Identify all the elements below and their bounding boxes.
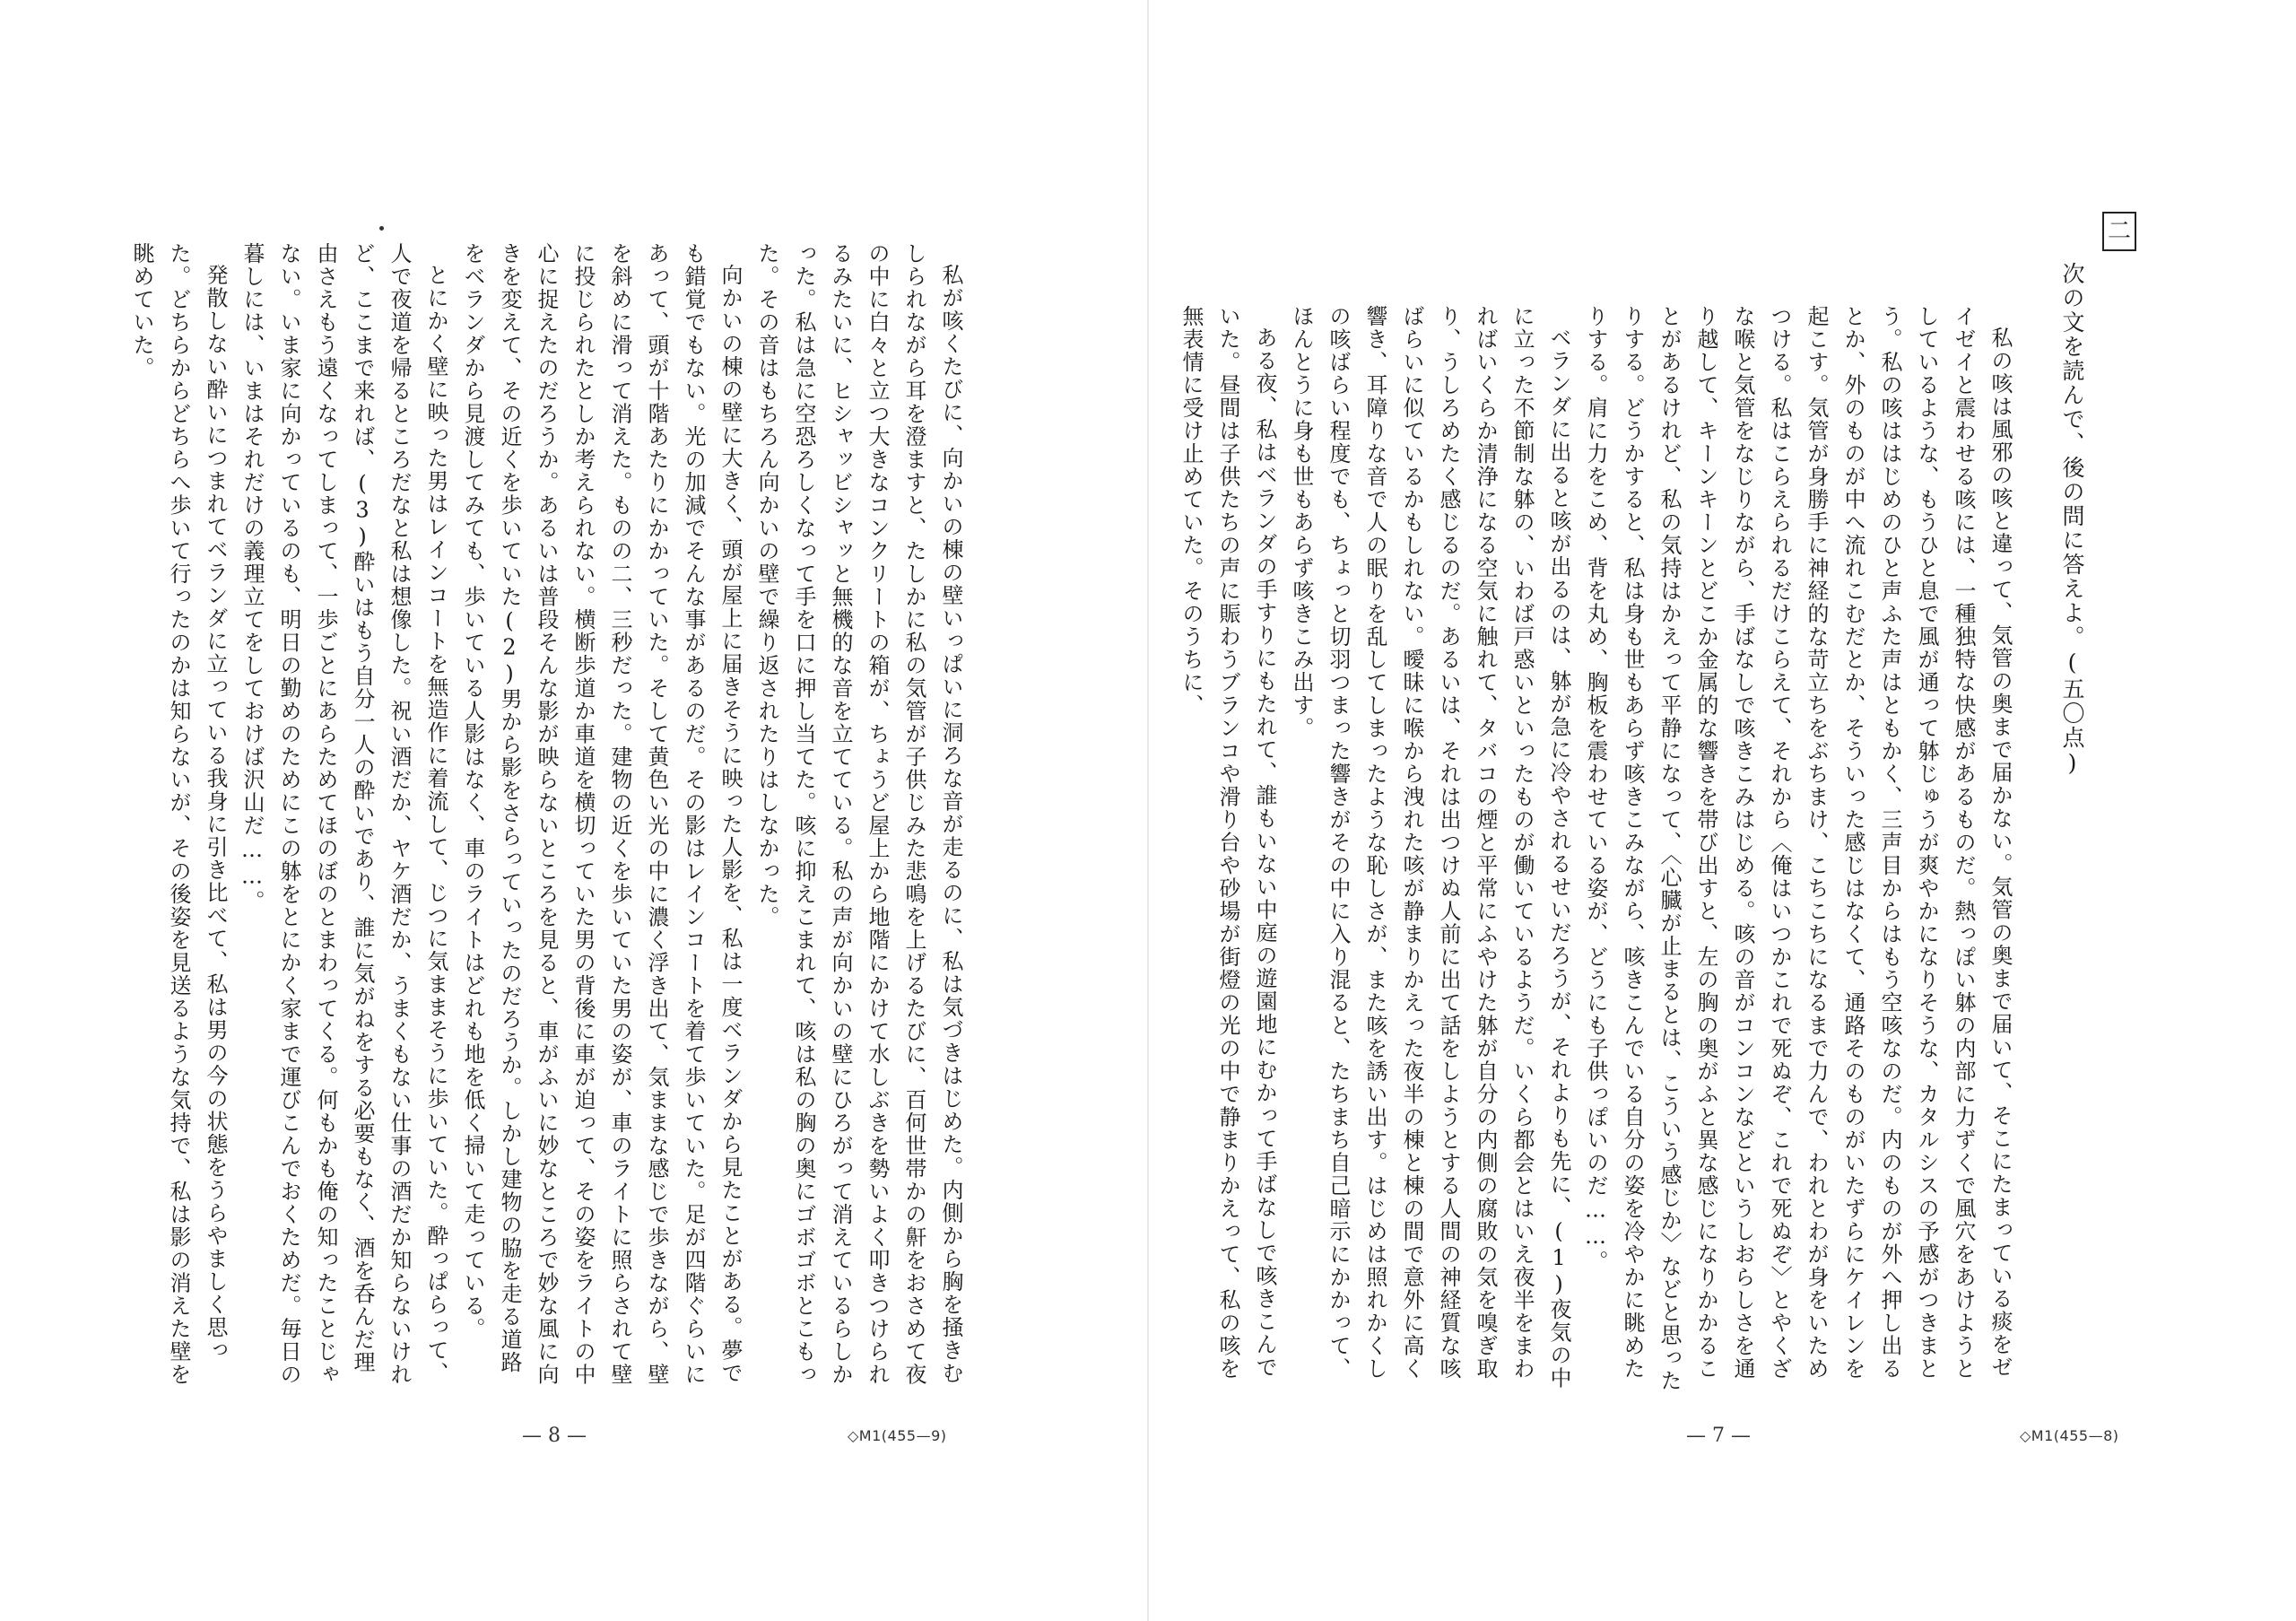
passage-text-page-8 — [129, 242, 969, 1395]
question-number-box: 二 — [2102, 212, 2136, 251]
passage-text-page-7 — [1178, 305, 2018, 1395]
paragraph: 向かいの棟の壁に大きく、頭が屋上に届きそうに映った人影を、私は一度ベランダから見たことがある。夢でも錯覚でもない。光の加減でそんな事があるのだ。その影はレインコートを着て歩いていた。足が四階ぐらいにあって、頭が十階あたりにかかっていた。そして黄色い光の中に濃く浮き出て、気ままな感じで歩きながら、壁を斜めに滑って消えた。ものの二、三秒だった。建物の近くを歩いていた男の姿が、車のライトに照らされて壁に投じられたとしか考えられない。横断歩道か車道を横切っていた男の背後に車が迫って、その姿をライトの中心に捉えたのだろうか。あるいは普段そんな影が映らないところを見ると、車がふいに妙なところで妙な風に向きを変えて、その近くを歩いていた(2)男から影をさらっていったのだろうか。しかし建物の脇を走る道路をベランダから見渡してみても、歩いている人影はなく、車のライトはどれも地を低く掃いて走っている。 — [460, 242, 743, 1386]
margin-dot — [379, 226, 384, 231]
paragraph: ある夜、私はベランダの手すりにもたれて、誰もいない中庭の遊園地にむかって手ばなしで咳きこんでいた。昼間は子供たちの声に賑わうブランコや滑り台や砂場が街燈の光の中で静まりかえって、私の咳を無表情に受け止めていた。そのうちに、 — [1178, 305, 1277, 1381]
page-number: — 8 — — [522, 1425, 587, 1447]
question-instruction: 次の文を読んで、後の問に答えよ。(五〇点) — [2059, 262, 2085, 778]
paragraph: 発散しない酔いにつまれてベランダに立っている我身に引き比べて、私は男の今の状態をうらやましく思った。どちらからどちらへ歩いて行ったのかは知らないが、その後姿を見送るような気持で、私は影の消えた壁を眺めていた。 — [129, 242, 228, 1386]
paragraph: 私が咳くたびに、向かいの棟の壁いっぱいに洞ろな音が走るのに、私は気づきはじめた。内側から胸を掻きむしられながら耳を澄ますと、たしかに私の気管が子供じみた悲鳴を上げるたびに、百何世帯かの鼾をおさめて夜の中に白々と立つ大きなコンクリートの箱が、ちょうど屋上から地階にかけて水しぶきを勢いよく叩きつけられるみたいに、ヒシャッビシャッと無機的な音を立てている。私の声が向かいの壁にひろがって消えているらしかった。私は急に空恐ろしくなって手を口に押し当てた。咳に抑えこまれて、咳は私の胸の奥にゴボゴボとこもった。その音はもちろん向かいの壁で繰り返されたりはしなかった。 — [754, 242, 963, 1386]
paragraph: 私の咳は風邪の咳と違って、気管の奥まで届かない。気管の奥まで届いて、そこにたまっている痰をゼイゼイと震わせる咳には、一種独特な快感があるものだ。熱っぽい躰の内部に力ずくで風穴をあけようとしているような、もうひと息で風が通って躰じゅうが爽やかになりそうな、カタルシスの予感がつきまとう。私の咳ははじめのひと声ふた声はともかく、三声目からはもう空咳なのだ。内のものが外へ押し出るとか、外のものが中へ流れこむだとか、そういった感じはなくて、通路そのものがいたずらにケイレンを起こす。気管が身勝手に神経的な苛立ちをぶちまけ、こちこちになるまで力んで、われとわが身をいためつける。私はこらえられるだけこらえて、それから〈俺はいつかこれで死ぬぞ、これで死ぬぞ〉とやくざな喉と気管をなじりながら、手ばなしで咳きこみはじめる。咳の音がコンコンなどというしおらしさを通り越して、キーンキーンとどこか金属的な響きを帯び出すと、左の胸の奥がふと異な感じになりかかることがあるけれど、私の気持はかえって平静になって、〈心臓が止まるとは、こういう感じか〉などと思ったりする。どうかすると、私は身も世もあらず咳きこみながら、咳きこんでいる自分の姿を冷やかに眺めたりする。肩に力をこめ、背を丸め、胸板を震わせている姿が、どうにも子供っぽいのだ……。 — [1583, 305, 2013, 1392]
page-number: — 7 — — [1686, 1425, 1751, 1447]
exam-code: ◇M1(455—9) — [848, 1427, 947, 1444]
page-7 — [1148, 0, 2296, 1621]
paragraph: とにかく壁に映った男はレインコートを無造作に着流して、じつに気ままそうに歩いていた。酔っぱらって、人で夜道を帰るところだなと私は想像した。祝い酒だか、ヤケ酒だか、うまくもない仕事の酒だか知らないけれど、ここまで来れば、(3)酔いはもう自分一人の酔いであり、誰に気がねをする必要もなく、酒を呑んだ理由さえもう遠くなってしまって、一歩ごとにあらためてほのぼのとまわってくる。何もかも俺の知ったことじゃない。いま家に向かっているのも、明日の勤めのためにこの躰をとにかく家まで運びこんでおくためだ。毎日の暮しには、いまはそれだけの義理立てをしておけば沢山だ……。 — [239, 242, 448, 1386]
paragraph: ベランダに出ると咳が出るのは、躰が急に冷やされるせいだろうが、それよりも先に、(1)夜気の中に立った不節制な躰の、いわば戸惑いといったものが働いているようだ。いくら都会とはいえ夜半をまわればいくらか清浄になる空気に触れて、タバコの煙と平常にふやけた躰が自分の内側の腐敗の気を嗅ぎ取り、うしろめたく感じるのだ。あるいは、それは出つけぬ人前に出て話をしようとする人間の神経質な咳ばらいに似ているかもしれない。曖昧に喉から洩れた咳が静まりかえった夜半の棟と棟の間で意外に高く響き、耳障りな音で人の眠りを乱してしまったような恥しさが、また咳を誘い出す。はじめは照れかくしの咳ばらい程度でも、ちょっと切羽つまった響きがその中に入り混ると、たちまち自己暗示にかかって、ほんとうに身も世もあらず咳きこみ出す。 — [1289, 305, 1571, 1390]
exam-code: ◇M1(455—8) — [2020, 1427, 2119, 1444]
